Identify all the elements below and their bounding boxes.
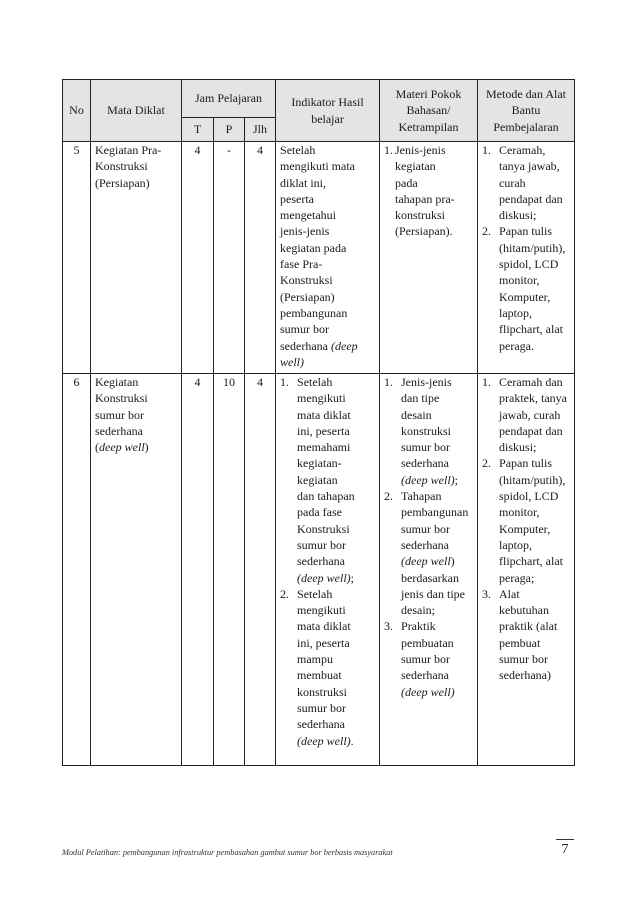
jam-p: 10 — [214, 374, 245, 766]
header-p: P — [214, 118, 245, 142]
page-number: 7 — [556, 839, 574, 858]
header-mata-diklat: Mata Diklat — [91, 80, 182, 142]
mata-diklat-cell: Kegiatan Konstruksi sumur bor sederhana (deep well) — [91, 374, 182, 766]
row-number: 5 — [63, 142, 91, 374]
header-no: No — [63, 80, 91, 142]
jam-p: - — [214, 142, 245, 374]
table-row — [63, 374, 575, 766]
indikator-cell — [276, 374, 380, 766]
row-number: 6 — [63, 374, 91, 766]
metode-cell — [478, 142, 575, 374]
list-item: 1. Jenis-jenis dan tipe desain konstruksi sumur bor sederhana (deep well); — [384, 375, 459, 487]
list-item: 3. Alat kebutuhan praktik (alat pembuat sumur bor sederhana) — [482, 586, 558, 683]
jam-jlh: 4 — [245, 374, 276, 766]
table-header — [63, 80, 575, 142]
list-item: 2. Tahapan pembangunan sumur bor sederhana (deep well) berdasarkan jenis dan tipe desain; — [384, 489, 469, 618]
list-item: 1. Ceramah dan praktek, tanya jawab, curah pendapat dan diskusi; — [482, 375, 567, 455]
metode-cell — [478, 374, 575, 766]
list-item: 1. Ceramah, tanya jawab, curah pendapat dan diskusi; — [482, 143, 563, 223]
jam-t: 4 — [182, 142, 214, 374]
mata-diklat-cell: Kegiatan Pra- Konstruksi (Persiapan) — [91, 142, 182, 374]
header-jlh: Jlh — [245, 118, 276, 142]
list-item: 2. Papan tulis (hitam/putih), spidol, LCD monitor, Komputer, laptop, flipchart, alat peraga. — [482, 224, 566, 353]
list-item: 1. Jenis-jenis kegiatan pada tahapan pra- konstruksi (Persiapan). — [384, 143, 455, 239]
materi-cell — [380, 374, 478, 766]
jam-t: 4 — [182, 374, 214, 766]
materi-cell — [380, 142, 478, 374]
indikator-cell: Setelah mengikuti mata diklat ini, peserta mengetahui jenis-jenis kegiatan pada fase Pra- Konstruksi (Persiapan) pembangunan sumur bor sederhana (deep well) — [276, 142, 380, 374]
table-row — [63, 142, 575, 374]
header-t: T — [182, 118, 214, 142]
jam-jlh: 4 — [245, 142, 276, 374]
list-item: 2. Setelah mengikuti mata diklat ini, peserta mampu membuat konstruksi sumur bor sederhana (deep well). — [280, 586, 354, 748]
list-item: 2. Papan tulis (hitam/putih), spidol, LCD monitor, Komputer, laptop, flipchart, alat peraga; — [482, 456, 566, 585]
list-item: 1. Setelah mengikuti mata diklat ini, peserta memahami kegiatan- kegiatan dan tahapan pada fase Konstruksi sumur bor sederhana (deep well); — [280, 375, 355, 585]
curriculum-table — [62, 79, 575, 766]
header-metode: Metode dan Alat Bantu Pembejalaran — [478, 80, 575, 142]
list-item: 3. Praktik pembuatan sumur bor sederhana (deep well) — [384, 619, 455, 699]
header-indikator: Indikator Hasil belajar — [276, 80, 380, 142]
header-jam-pelajaran: Jam Pelajaran — [182, 80, 276, 118]
footer-text: Modul Pelatihan: pembangunan infrastruktur pembasahan gambut sumur bor berbasis masyarakat — [62, 848, 393, 857]
header-materi: Materi Pokok Bahasan/ Ketrampilan — [380, 80, 478, 142]
